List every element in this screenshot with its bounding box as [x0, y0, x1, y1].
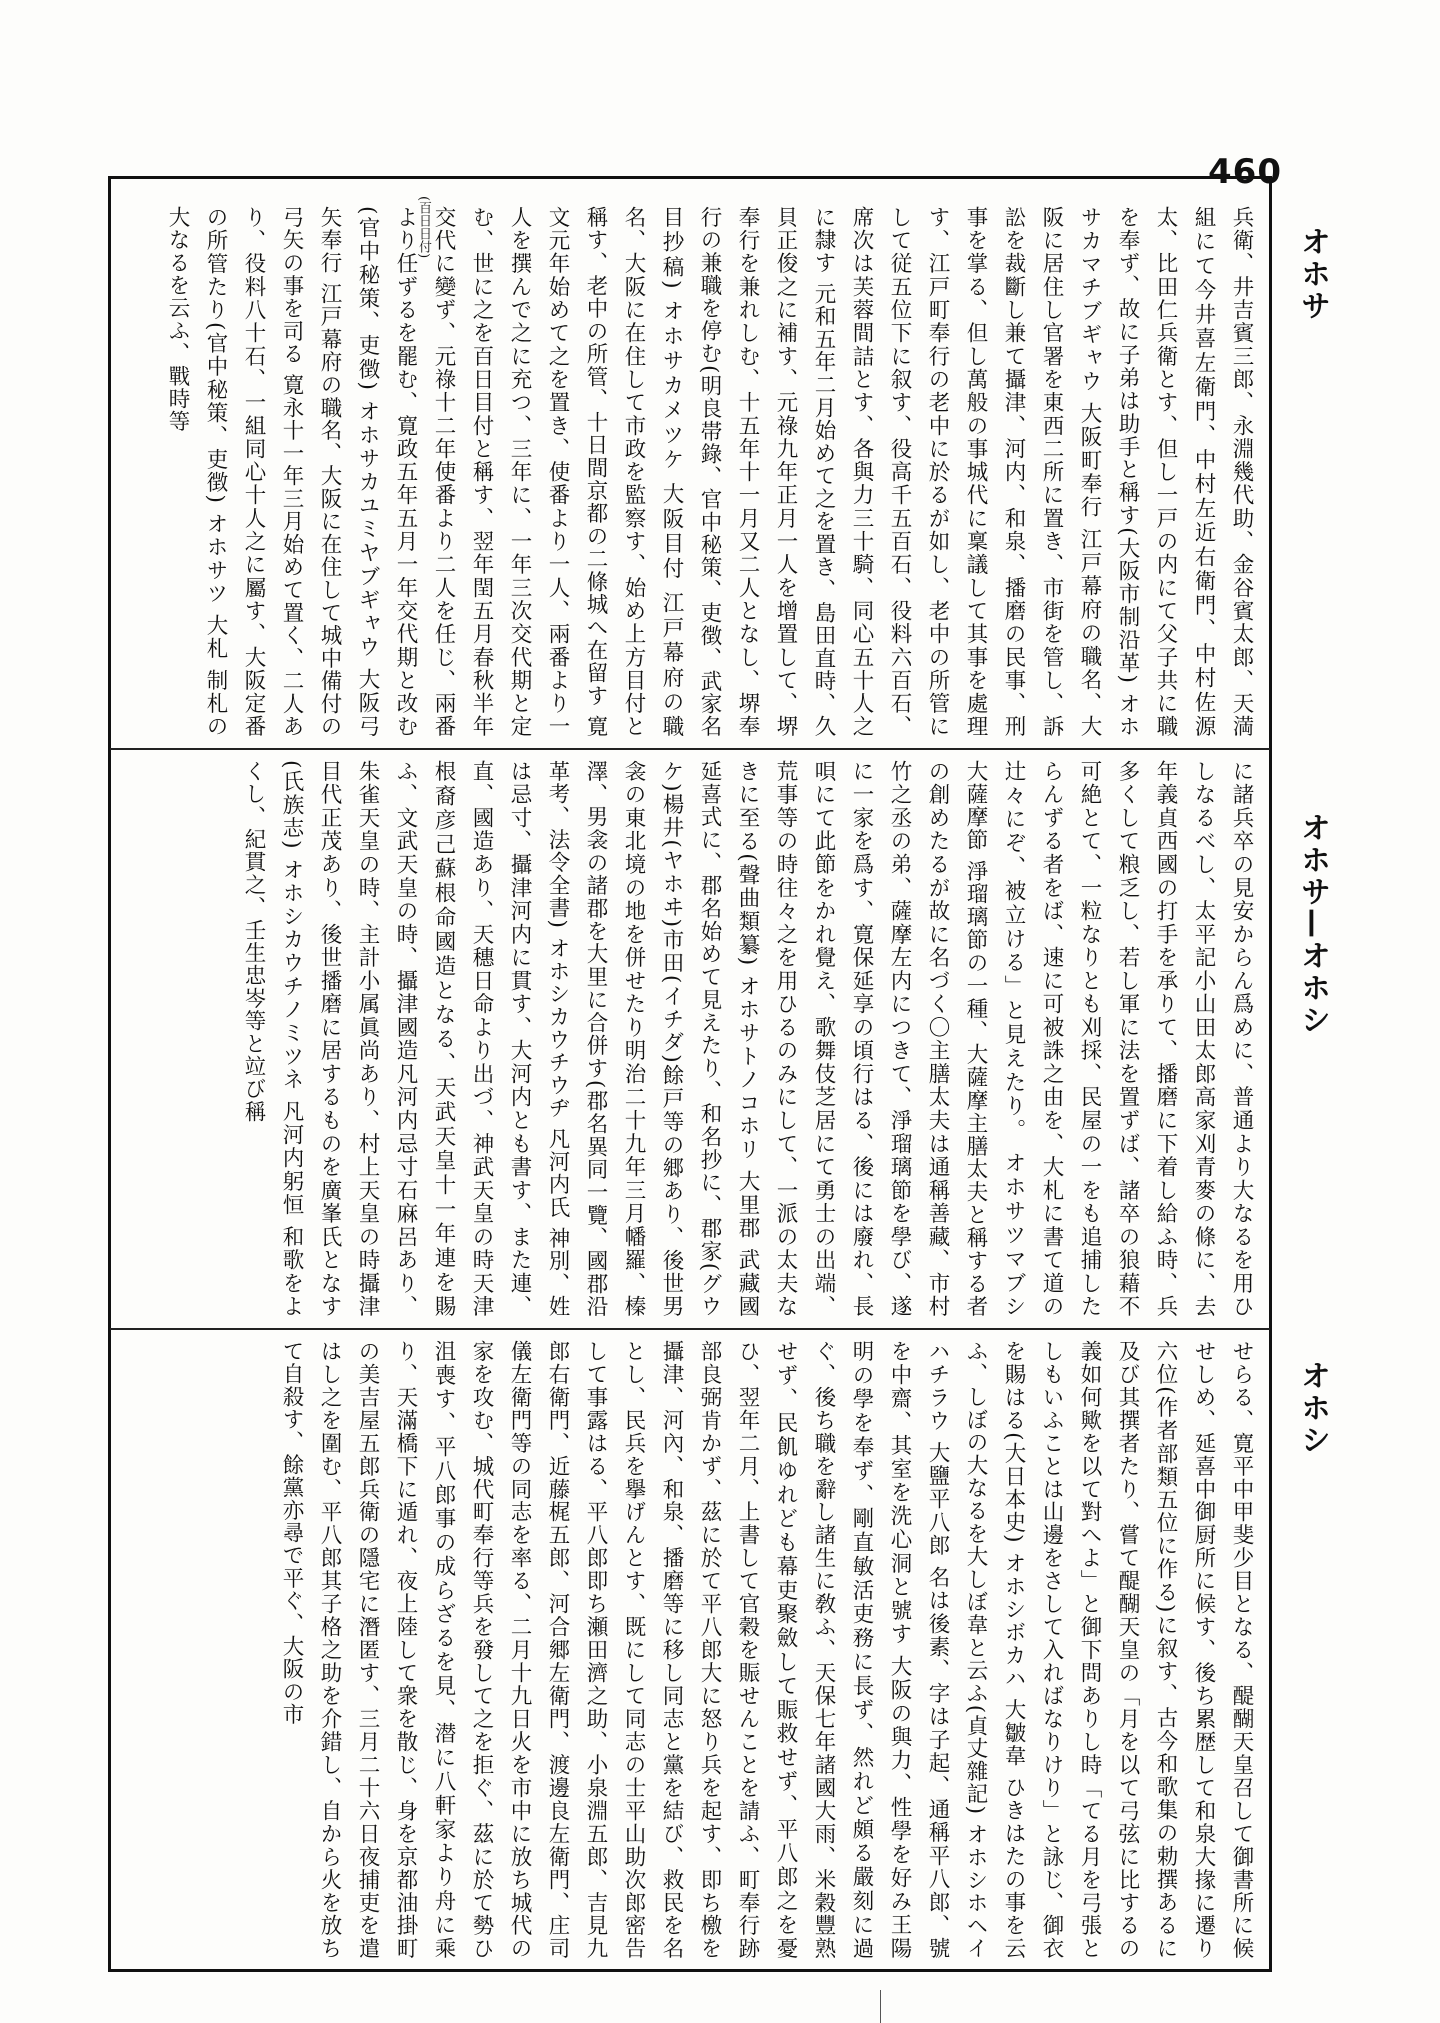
section-divider-upper [110, 748, 1270, 750]
section-bottom-text: せらる、寛平中甲斐少目となる、醍醐天皇召して御書所に候せしめ、延喜中御厨所に候す、後ち累歴して和泉大掾に遷り六位(作者部類五位に作る)に叙す、古今和歌集の勅撰あるに及び其撰者たり、嘗て醍醐天皇の「月を以て弓弦に比するの義如何歟を以て對へよ」と御下問ありし時「てる月を弓張としもいふことは山邊をさして入ればなりけり」と詠じ、御衣を賜はる(大日本史) オホシボカハ 大皺韋 ひきはたの事を云ふ、しぼの大なるを大しぼ韋と云ふ(貞丈雜記) オホシホヘイハチラウ 大鹽平八郎 名は後素、字は子起、通稱平八郎、號を中齋、其室を洗心洞と號す 大阪の與力、性學を好み王陽明の學を奉ず、剛直敏活吏務に長ず、然れど頗る嚴刻に過ぐ、後ち職を辭し諸生に敎ふ、天保七年諸國大雨、米穀豐熟せず、民飢ゆれども幕吏聚斂して賑救せず、平八郎之を憂ひ、翌年二月、上書して官穀を賑せんことを請ふ、町奉行跡部良弼肯かず、茲に於て平八郎大に怒り兵を起す、即ち檄を攝津、河內、和泉、播磨等に移し同志と黨を結び、救民を名とし、民兵を擧げんとす、既にして同志の士平山助次郎密告して事露はる、平八郎即ち瀬田濟之助、小泉淵五郎、吉見九郎右衛門、近藤梶五郎、河合郷左衛門、渡邊良左衛門、庄司儀左衛門等の同志を率る、二月十九日火を市中に放ち城代の家を攻む、城代町奉行等兵を發して之を拒ぐ、茲に於て勢ひ沮喪す、平八郎事の成らざるを見、潜に八軒家より舟に乘り、天滿橋下に遁れ、夜上陸して衆を散じ、身を京都油掛町の美吉屋五郎兵衛の隱宅に潛匿す、三月二十六日夜捕吏を遣はし之を圍む、平八郎其子格之助を介錯し、自から火を放ちて自殺す、餘黨亦尋で平ぐ、大阪の市 [279, 1340, 1254, 1960]
section-divider-lower [110, 1328, 1270, 1330]
binding-line [880, 1990, 881, 2023]
section-middle [112, 754, 1268, 1324]
section-top-text: 兵衛、井吉賓三郎、永淵幾代助、金谷賓太郎、天満組にて今井喜左衛門、中村左近右衛門、中村佐源太、比田仁兵衛とす、但し一戸の内にて父子共に職を奉ず、故に子弟は助手と稱す(大阪市制沿革) オホサカマチブギャウ 大阪町奉行 江戸幕府の職名、大阪に居住し官署を東西二所に置き、市街を管し、訴訟を裁斷し兼て攝津、河内、和泉、播磨の民事、刑事を掌る、但し萬般の事城代に稟議して其事を處理す、江戸町奉行の老中に於るが如し、老中の所管にして従五位下に叙す、役高千五百石、役料六百石、席次は芙蓉間詰とす、各與力三十騎、同心五十人之に隸す 元和五年二月始めて之を置き、島田直時、久貝正俊之に補す、元祿九年正月一人を增置して、堺奉行を兼れしむ、十五年十一月又二人となし、堺奉行の兼職を停む(明良帯錄、官中秘策、吏徴、武家名目抄稿) オホサカメツケ 大阪目付 江戸幕府の職名、大阪に在住して市政を監察す、始め上方目付と稱す、老中の所管、十日間京都の二條城へ在留す 寛文元年始めて之を置き、使番より一人、兩番より一人を撰んで之に充つ、三年に、一年三次交代期と定む、世に之を百日目付と稱す、翌年閏五月春秋半年交代に變ず、元祿十二年使番より二人を任じ、兩番より任ずるを罷む、寛政五年五月一年交代期と改む(官中秘策、吏徴) オホサカユミヤブギャウ 大阪弓矢奉行 江戸幕府の職名、大阪に在住して城中備付の弓矢の事を司る 寛永十一年三月始めて置く、二人あり、役料八十石、一組同心十人之に屬す、大阪定番の所管たり(官中秘策、吏徴) オホサツ 大札 制札の大なるを云ふ、戰時等 [165, 206, 1254, 738]
section-middle-text: に諸兵卒の見安からん爲めに、普通より大なるを用ひしなるべし、太平記小山田太郎高家刈青麥の條に、去年義貞西國の打手を承りて、播磨に下着し給ふ時、兵多くして粮乏し、若し軍に法を置ずば、諸卒の狼藉不可絶とて、一粒なりとも刈採、民屋の一をも追捕したらんずる者をば、速に可被誅之由を、大札に書て道の辻々にぞ、被立ける」と見えたり。 オホサツマブシ 大薩摩節 淨瑠璃節の一種、大薩摩主膳太夫と稱する者の創めたるが故に名づく〇主膳太夫は通稱善藏、市村竹之丞の弟、薩摩左内につきて、淨瑠璃節を學び、遂に一家を爲す、寛保延享の頃行はる、後には廢れ、長唄にて此節をかれ覺え、歌舞伎芝居にて勇士の出端、荒事等の時往々之を用ひるのみにして、一派の太夫なきに至る(聲曲類纂) オホサトノコホリ 大里郡 武藏國 延喜式に、郡名始めて見えたり、和名抄に、郡家(グウケ)楊井(ヤホヰ)市田(イチダ)餘戸等の郷あり、後世男衾の東北境の地を併せたり明治二十九年三月幡羅、榛澤、男衾の諸郡を大里に合併す(郡名異同一覽、國郡沿革考、法令全書) オホシカウチウヂ 凡河内氏 神別、姓は忌寸、攝津河内に貫す、大河内とも書す、また連、直、國造あり、天穗日命より出づ、神武天皇の時天津根裔彦己蘇根命國造となる、天武天皇十一年連を賜ふ、文武天皇の時、攝津國造凡河内忌寸石麻呂あり、朱雀天皇の時、主計小属眞尚あり、村上天皇の時攝津目代正茂あり、後世播磨に居するものを廣峯氏となす(氏族志) オホシカウチノミツネ 凡河内躬恒 和歌をよくし、紀貫之、壬生忠岑等と竝び稱 [241, 760, 1254, 1318]
margin-guide-bottom: オホシ [1295, 1360, 1330, 1456]
section-bottom [112, 1334, 1268, 1966]
page-number: 460 [1208, 152, 1282, 192]
fold-stamp: (百日日付) [416, 196, 431, 259]
margin-guide-top: オホサ [1295, 226, 1330, 322]
section-top [112, 200, 1268, 744]
margin-guide-middle: オホサ—オホシ [1295, 812, 1330, 1036]
